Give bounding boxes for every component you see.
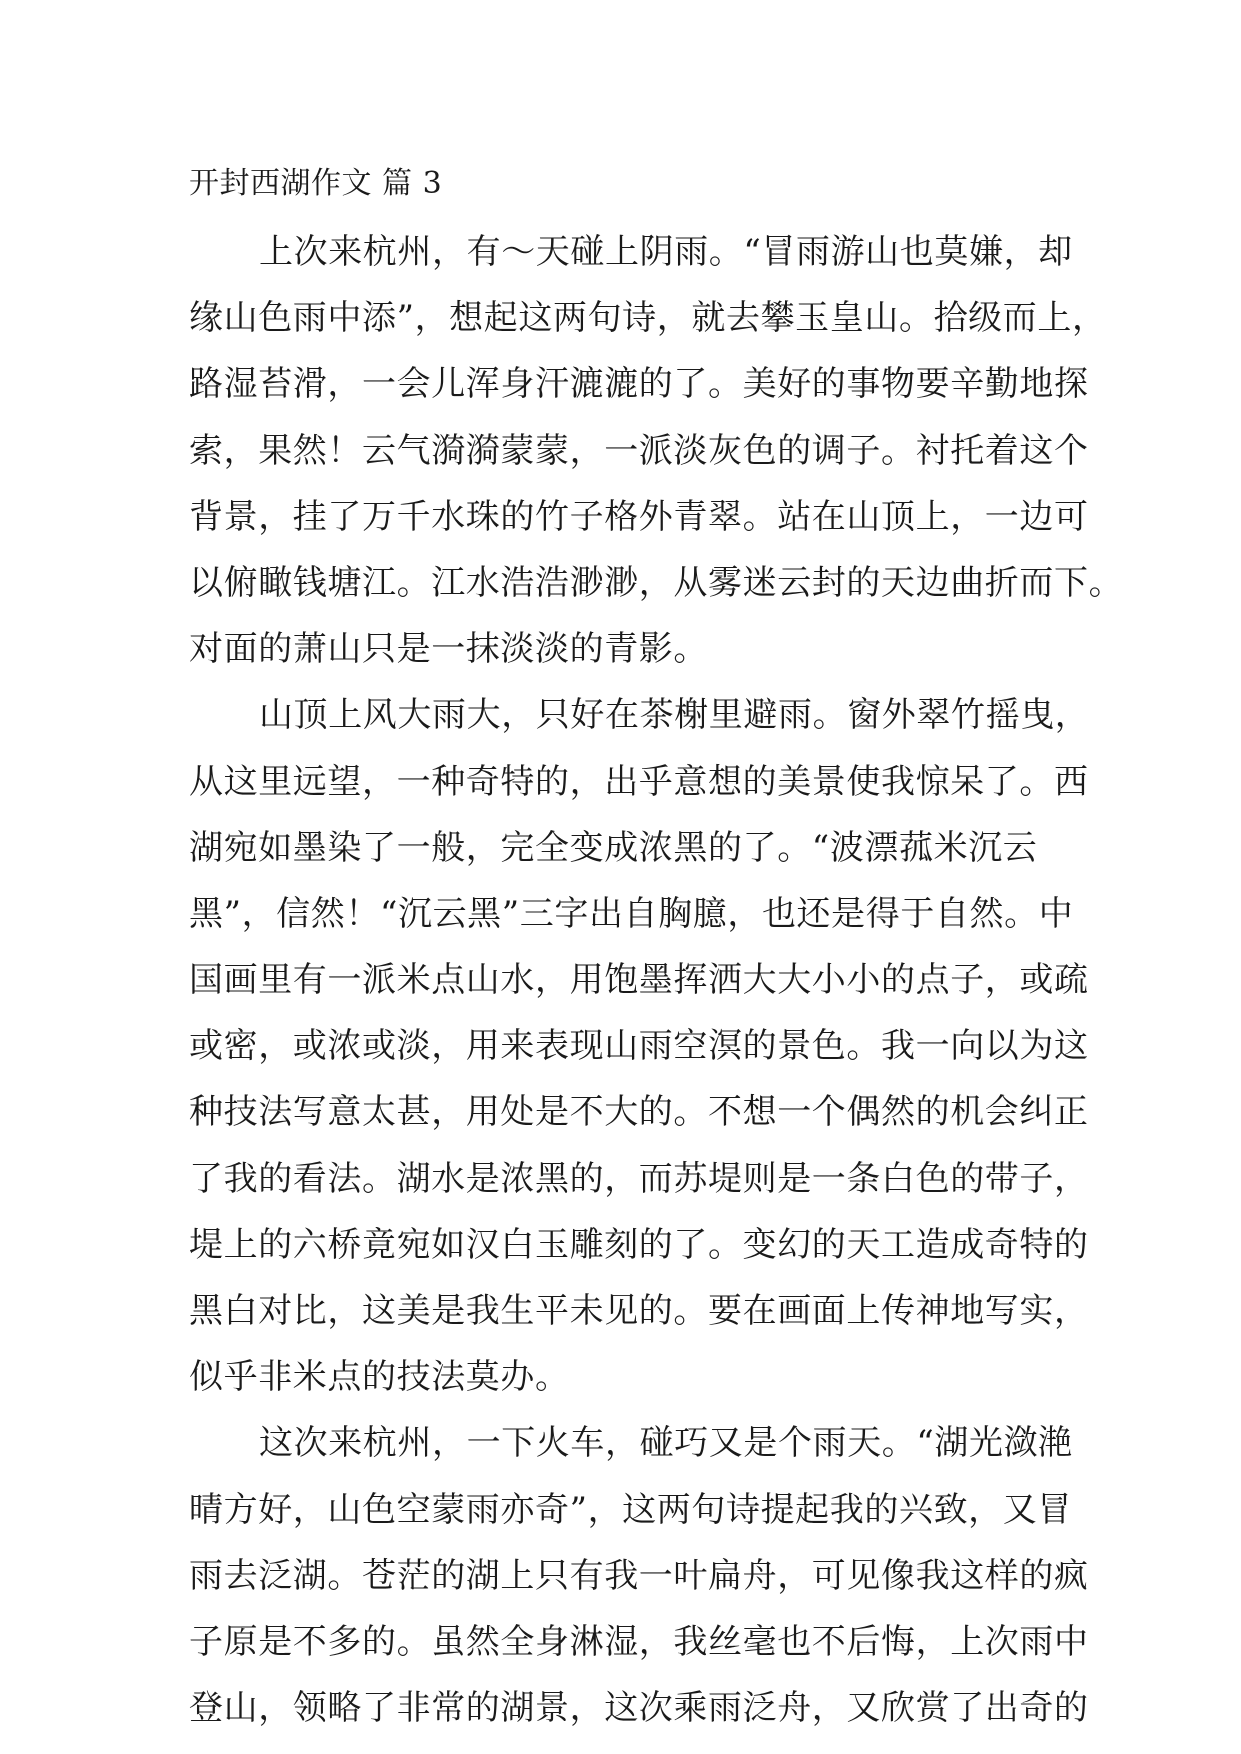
- text-line: 以俯瞰钱塘江。江水浩浩渺渺，从雾迷云封的天边曲折而下。: [189, 562, 1124, 603]
- text-line: 国画里有一派米点山水，用饱墨挥洒大大小小的点子，或疏: [189, 960, 1089, 1001]
- text-line: 上次来杭州，有～天碰上阴雨。“冒雨游山也莫嫌，却: [259, 232, 1073, 272]
- text-line: 黑”，信然！“沉云黑”三字出自胸臆，也还是得于自然。中: [189, 893, 1074, 934]
- text-line: 子原是不多的。虽然全身淋湿，我丝毫也不后悔，上次雨中: [189, 1621, 1089, 1662]
- text-line: 了我的看法。湖水是浓黑的，而苏堤则是一条白色的带子，: [189, 1158, 1089, 1199]
- text-line: 晴方好，山色空蒙雨亦奇”，这两句诗提起我的兴致，又冒: [189, 1489, 1072, 1530]
- text-line: 山顶上风大雨大，只好在茶榭里避雨。窗外翠竹摇曳，: [259, 695, 1090, 736]
- document-body: [189, 219, 1124, 1741]
- text-line: 黑白对比，这美是我生平未见的。要在画面上传神地写实，: [189, 1291, 1089, 1331]
- text-line: 缘山色雨中添”，想起这两句诗，就去攀玉皇山。拾级而上，: [189, 298, 1107, 339]
- text-line: 从这里远望，一种奇特的，出乎意想的美景使我惊呆了。西: [189, 761, 1089, 802]
- text-line: 雨去泛湖。苍茫的湖上只有我一叶扁舟，可见像我这样的疯: [189, 1555, 1089, 1596]
- text-line: 背景，挂了万千水珠的竹子格外青翠。站在山顶上，一边可: [189, 496, 1089, 537]
- text-line: 种技法写意太甚，用处是不大的。不想一个偶然的机会纠正: [189, 1092, 1089, 1133]
- text-line: 似乎非米点的技法莫办。: [189, 1357, 570, 1398]
- document-title: 开封西湖作文 篇 3: [189, 166, 443, 201]
- text-line: 这次来杭州，一下火车，碰巧又是个雨天。“湖光潋滟: [259, 1423, 1073, 1464]
- text-line: 湖宛如墨染了一般，完全变成浓黑的了。“波漂菰米沉云: [189, 827, 1038, 868]
- text-line: 登山，领略了非常的湖景，这次乘雨泛舟，又欣赏了出奇的: [189, 1688, 1089, 1729]
- text-line: 索，果然！云气漪漪蒙蒙，一派淡灰色的调子。衬托着这个: [189, 430, 1089, 471]
- text-line: 或密，或浓或淡，用来表现山雨空溟的景色。我一向以为这: [189, 1026, 1089, 1067]
- text-line: 路湿苔滑，一会儿浑身汗漉漉的了。美好的事物要辛勤地探: [189, 364, 1089, 405]
- text-line: 堤上的六桥竟宛如汉白玉雕刻的了。变幻的天工造成奇特的: [189, 1224, 1089, 1265]
- text-line: 对面的萧山只是一抹淡淡的青影。: [189, 629, 708, 670]
